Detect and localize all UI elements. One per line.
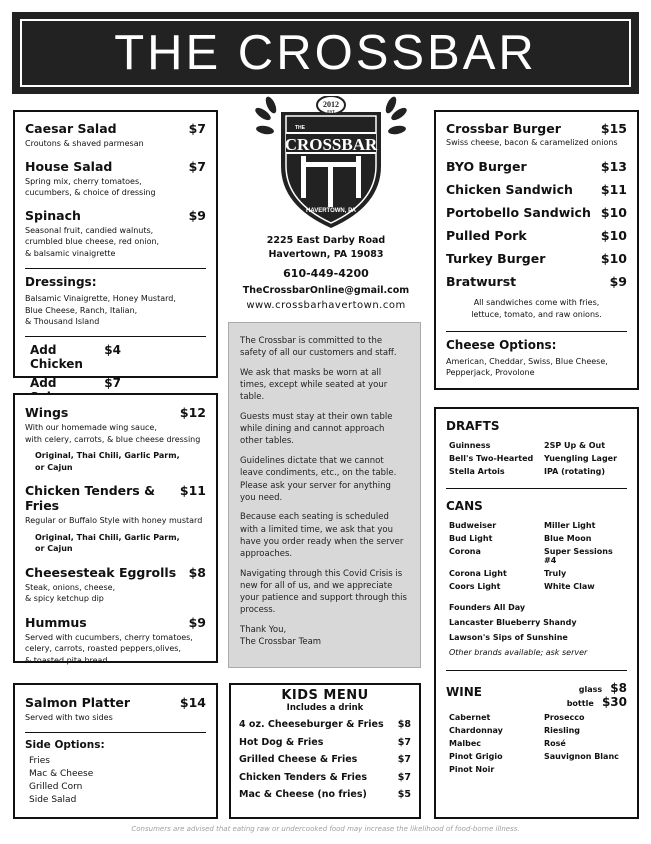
addon-price: $4 bbox=[104, 342, 121, 357]
salad-list bbox=[25, 121, 206, 259]
item-price: $14 bbox=[179, 695, 206, 710]
menu-item-row bbox=[25, 405, 206, 420]
sandwich-row bbox=[446, 121, 627, 136]
kids-item-name: 4 oz. Cheeseburger & Fries bbox=[239, 719, 384, 730]
item-description: Regular or Buffalo Style with honey mustard bbox=[25, 516, 203, 525]
can-beer: Bud Light bbox=[449, 534, 493, 543]
notice-paragraph: The Crossbar is committed to the safety of all our customers and staff. bbox=[240, 336, 397, 359]
menu-item bbox=[25, 159, 206, 199]
addon-item bbox=[25, 343, 121, 371]
can-beer: Corona bbox=[449, 547, 481, 556]
sandwich-price: $9 bbox=[609, 273, 627, 289]
item-name: House Salad bbox=[25, 158, 113, 174]
divider bbox=[25, 336, 206, 337]
wine-header bbox=[446, 677, 627, 709]
logo-the: THE bbox=[295, 125, 305, 131]
header-banner bbox=[12, 12, 639, 94]
kids-item-name: Mac & Cheese (no fries) bbox=[239, 789, 367, 800]
sandwich-row bbox=[446, 251, 627, 266]
wine-item: Cabernet bbox=[449, 713, 491, 722]
logo-name: CROSSBAR bbox=[284, 135, 378, 154]
item-price: $7 bbox=[188, 158, 206, 174]
can-beer: Super Sessions #4 bbox=[544, 547, 613, 565]
sandwich-name: Turkey Burger bbox=[446, 250, 546, 266]
salmon-section bbox=[13, 683, 218, 819]
menu-item bbox=[25, 483, 206, 555]
header-frame bbox=[20, 19, 631, 87]
salads-section bbox=[13, 110, 218, 390]
menu-item-row bbox=[25, 565, 206, 580]
item-price: $9 bbox=[188, 207, 206, 223]
sandwich-name: Crossbar Burger bbox=[446, 121, 561, 136]
logo-emblem-icon bbox=[253, 96, 409, 232]
can-beer: Coors Light bbox=[449, 582, 501, 591]
sandwich-row bbox=[446, 182, 627, 197]
food-safety-disclaimer: Consumers are advised that eating raw or undercooked food may increase the likelihood of food-borne illness. bbox=[131, 825, 520, 833]
kids-item bbox=[239, 737, 411, 748]
item-price: $8 bbox=[188, 564, 206, 580]
sandwich-price: $10 bbox=[600, 227, 627, 243]
sandwich-price: $11 bbox=[600, 181, 627, 197]
can-beer: Truly bbox=[544, 569, 567, 578]
item-name: Salmon Platter bbox=[25, 695, 131, 710]
can-beer: Lawson's Sips of Sunshine bbox=[449, 633, 568, 642]
wine-bottle-price-row bbox=[567, 695, 627, 709]
side-option: Mac & Cheese bbox=[29, 768, 94, 779]
draft-beer: 2SP Up & Out bbox=[544, 441, 606, 450]
wine-list bbox=[446, 713, 627, 774]
cheese-title: Cheese Options: bbox=[446, 337, 557, 352]
wine-item: Sauvignon Blanc bbox=[544, 752, 619, 761]
can-beer: Founders All Day bbox=[449, 603, 526, 612]
divider bbox=[25, 732, 206, 733]
kids-item bbox=[239, 772, 411, 783]
can-beer: Lancaster Blueberry Shandy bbox=[449, 618, 577, 627]
kids-item bbox=[239, 789, 411, 800]
sandwich-list bbox=[446, 121, 627, 289]
wine-item: Chardonnay bbox=[449, 726, 503, 735]
notice-paragraph: Because each seating is scheduled with a limited time, we ask that you have you order ready when the server approaches. bbox=[240, 512, 404, 560]
menu-item bbox=[25, 615, 206, 667]
cans-list bbox=[446, 521, 627, 591]
sandwich-price: $15 bbox=[600, 121, 627, 136]
menu-item-row bbox=[25, 121, 206, 136]
kids-item-name: Hot Dog & Fries bbox=[239, 736, 324, 748]
sandwich-item bbox=[446, 121, 627, 149]
addon-name: Add bbox=[30, 375, 57, 390]
wine-item: Pinot Noir bbox=[449, 765, 495, 774]
wine-title: WINE bbox=[446, 685, 482, 699]
side-option: Grilled Corn bbox=[29, 781, 83, 792]
sandwiches-section bbox=[434, 110, 639, 390]
item-name: Wings bbox=[25, 405, 69, 420]
item-price: $12 bbox=[179, 405, 206, 420]
can-beer: White Claw bbox=[544, 582, 595, 591]
sandwich-name: Bratwurst bbox=[446, 273, 517, 289]
logo-year: 2012 bbox=[323, 100, 339, 109]
item-description: Croutons & shaved parmesan bbox=[25, 139, 144, 148]
item-options: Original, Thai Chili, Garlic Parm, or Cajun bbox=[35, 451, 180, 472]
wine-item: Malbec bbox=[449, 739, 481, 748]
address-line-1: 2225 East Darby Road bbox=[266, 235, 386, 246]
notice-paragraph: Thank You, The Crossbar Team bbox=[240, 625, 322, 648]
glass-price: $8 bbox=[610, 681, 627, 695]
sandwich-row bbox=[446, 274, 627, 289]
item-price: $7 bbox=[188, 121, 206, 136]
drafts-title: DRAFTS bbox=[446, 419, 500, 433]
kids-item-price: $7 bbox=[397, 736, 411, 748]
sandwich-item bbox=[446, 251, 627, 266]
can-beer: Blue Moon bbox=[544, 534, 592, 543]
sandwich-item bbox=[446, 274, 627, 289]
kids-menu-section bbox=[229, 683, 421, 819]
item-name: Chicken Tenders & Fries bbox=[25, 483, 155, 513]
wine-prices bbox=[567, 681, 627, 709]
wine-glass-price-row bbox=[567, 681, 627, 695]
cans-title: CANS bbox=[446, 499, 483, 513]
appetizers-section bbox=[13, 393, 218, 663]
notice-paragraph: Navigating through this Covid Crisis is new for all of us, and we appreciate your patience and support through this process. bbox=[240, 568, 407, 616]
wine-item: Rosé bbox=[544, 739, 566, 748]
draft-beer: Stella Artois bbox=[449, 467, 505, 476]
side-option: Side Salad bbox=[29, 794, 77, 805]
kids-item-price: $7 bbox=[397, 771, 411, 783]
menu-item bbox=[25, 121, 206, 150]
sandwich-name: Pulled Pork bbox=[446, 227, 527, 243]
sides-title: Side Options: bbox=[25, 738, 105, 751]
menu-item-row bbox=[25, 483, 206, 513]
can-beer: Corona Light bbox=[449, 569, 507, 578]
item-description: Steak, onions, cheese, & spicy ketchup dip bbox=[25, 582, 116, 603]
kids-item-price: $5 bbox=[397, 789, 411, 800]
sandwich-row bbox=[446, 205, 627, 220]
sandwich-item bbox=[446, 228, 627, 243]
phone-number[interactable]: 610-449-4200 bbox=[283, 267, 369, 280]
item-price: $9 bbox=[188, 614, 206, 630]
drafts-list bbox=[446, 441, 627, 476]
divider bbox=[446, 488, 627, 489]
draft-beer: IPA (rotating) bbox=[544, 467, 606, 476]
sandwich-row bbox=[446, 228, 627, 243]
draft-beer: Guinness bbox=[449, 441, 491, 450]
sandwich-row bbox=[446, 159, 627, 174]
notice-paragraph: We ask that masks be worn at all times, except while seated at your table. bbox=[240, 367, 388, 403]
other-brands-note: Other brands available; ask server bbox=[449, 648, 588, 657]
wine-item: Pinot Grigio bbox=[449, 752, 503, 761]
kids-item-name: Grilled Cheese & Fries bbox=[239, 754, 358, 765]
sandwich-note: All sandwiches come with fries, lettuce, tomato, and raw onions. bbox=[471, 297, 602, 319]
kids-item-price: $7 bbox=[397, 754, 411, 765]
item-description: Served with two sides bbox=[25, 713, 113, 722]
dressings-text: Balsamic Vinaigrette, Honey Mustard, Blue Cheese, Ranch, Italian, & Thousand Island bbox=[25, 294, 176, 326]
notice-paragraph: Guidelines dictate that we cannot leave condiments, etc., on the table. Please ask your server for anything you need. bbox=[240, 456, 397, 503]
item-description: Spring mix, cherry tomatoes, cucumbers, & choice of dressing bbox=[25, 176, 156, 197]
wine-item bbox=[544, 765, 627, 774]
sandwich-price: $10 bbox=[600, 250, 627, 266]
covid-notice bbox=[228, 322, 421, 668]
cheese-text: American, Cheddar, Swiss, Blue Cheese, Pepperjack, Provolone bbox=[446, 356, 608, 377]
drinks-section bbox=[434, 407, 639, 819]
item-name: Caesar Salad bbox=[25, 121, 117, 136]
restaurant-title: THE CROSSBAR bbox=[114, 25, 537, 80]
item-description: Seasonal fruit, candied walnuts, crumbled blue cheese, red onion, & balsamic vinaigrette bbox=[25, 225, 160, 258]
item-options: Original, Thai Chili, Garlic Parm, or Cajun bbox=[35, 532, 180, 553]
can-beer: Miller Light bbox=[544, 521, 596, 530]
divider bbox=[446, 670, 627, 671]
divider bbox=[446, 331, 627, 332]
kids-menu-title: KIDS MENU bbox=[281, 688, 369, 703]
menu-item-row bbox=[25, 615, 206, 630]
sandwich-description: Swiss cheese, bacon & caramelized onions bbox=[446, 138, 618, 147]
dressings-title: Dressings: bbox=[25, 275, 97, 289]
item-name: Spinach bbox=[25, 207, 81, 223]
sandwich-price: $10 bbox=[600, 204, 627, 220]
can-beer: Budweiser bbox=[449, 521, 497, 530]
address-line-2: Havertown, PA 19083 bbox=[268, 249, 384, 260]
addon-price: $7 bbox=[104, 375, 121, 390]
notice-paragraph: Guests must stay at their own table while dining and cannot approach other tables. bbox=[240, 412, 393, 447]
draft-beer: Bell's Two-Hearted bbox=[449, 454, 534, 463]
logo-est: EST bbox=[327, 109, 335, 114]
kids-item bbox=[239, 754, 411, 765]
kids-item bbox=[239, 719, 411, 730]
glass-label: glass bbox=[578, 685, 603, 694]
menu-item-row bbox=[25, 208, 206, 223]
wine-item: Prosecco bbox=[544, 713, 585, 722]
menu-item-row bbox=[25, 695, 206, 710]
email-link[interactable]: TheCrossbarOnline@gmail.com bbox=[242, 285, 410, 296]
kids-menu-subtitle: Includes a drink bbox=[286, 703, 364, 713]
menu-item-row bbox=[25, 159, 206, 174]
item-description: With our homemade wing sauce, with celery, carrots, & blue cheese dressing bbox=[25, 423, 201, 444]
item-description: Served with cucumbers, cherry tomatoes, celery, carrots, roasted peppers,olives, & toasted pita bread bbox=[25, 632, 193, 665]
menu-item bbox=[25, 565, 206, 605]
menu-item bbox=[25, 405, 206, 473]
item-name: Hummus bbox=[25, 614, 87, 630]
appetizer-list bbox=[25, 405, 206, 666]
draft-beer: Yuengling Lager bbox=[544, 454, 618, 463]
side-options-list bbox=[25, 755, 206, 807]
sandwich-price: $13 bbox=[600, 158, 627, 174]
sandwich-item bbox=[446, 182, 627, 197]
cans-extra-list bbox=[446, 600, 627, 660]
kids-item-name: Chicken Tenders & Fries bbox=[239, 771, 368, 783]
item-price: $11 bbox=[179, 483, 206, 498]
addon-name: Add Chicken bbox=[30, 342, 83, 371]
bottle-price: $30 bbox=[601, 695, 627, 709]
side-option: Fries bbox=[29, 755, 50, 766]
menu-item bbox=[25, 208, 206, 260]
kids-item-list bbox=[239, 719, 411, 800]
crossbar-logo bbox=[253, 96, 409, 232]
wine-item: Riesling bbox=[544, 726, 580, 735]
bottle-label: bottle bbox=[566, 699, 594, 708]
item-name: Cheesesteak Eggrolls bbox=[25, 564, 177, 580]
website-link[interactable]: www.crossbarhavertown.com bbox=[246, 300, 406, 311]
sandwich-name: Chicken Sandwich bbox=[446, 181, 573, 197]
sandwich-item bbox=[446, 205, 627, 220]
sandwich-name: BYO Burger bbox=[446, 158, 527, 174]
sandwich-item bbox=[446, 159, 627, 174]
kids-item-price: $8 bbox=[397, 719, 411, 730]
logo-location: HAVERTOWN, PA bbox=[305, 208, 357, 214]
sandwich-name: Portobello Sandwich bbox=[446, 204, 591, 220]
divider bbox=[25, 268, 206, 269]
